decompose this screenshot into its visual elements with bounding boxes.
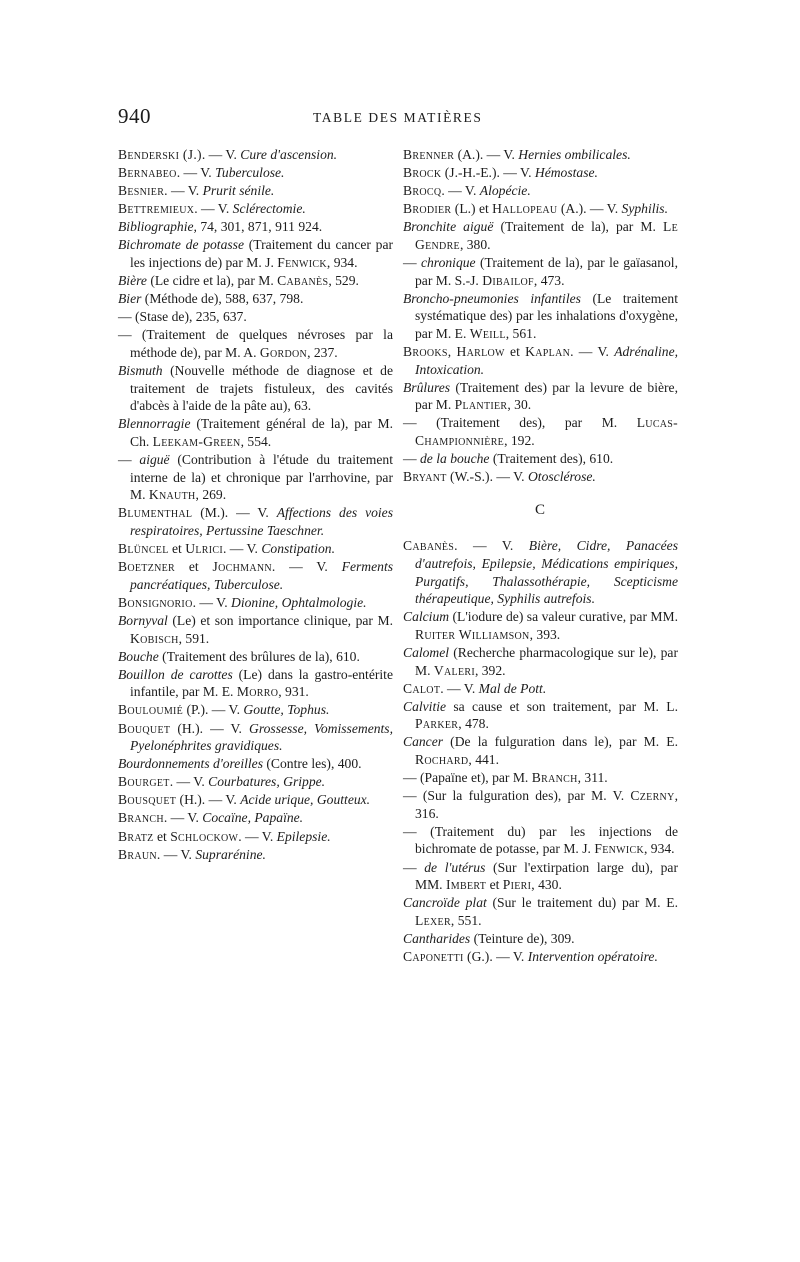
subject-term: Cure d'ascension. [240,147,338,162]
index-entry [118,326,393,361]
subject-term: Ferments pancréatiques, Tuberculose. [130,559,394,592]
entry-text: . — V. [192,594,231,610]
subject-term: Calcium [403,609,450,625]
index-entry [403,164,678,182]
subject-term: Bier [118,291,142,307]
author-name: Jochmann [212,559,272,575]
entry-text: , 192. [504,433,535,448]
subject-term: aiguë [139,452,170,468]
index-entry [403,537,678,607]
entry-text: . — V. [194,201,233,217]
subject-term: chronique [420,255,476,271]
entry-text: (Traitement de la), par M. [493,219,663,235]
entry-text: (Nouvelle méthode de diagnose et de traitement de trajets fistuleux, des cavités d'abcès à l'aide de la pâte au), 63. [130,363,393,414]
author-name: Weill [469,325,506,341]
index-entry [118,755,393,773]
author-name: Valeri [433,662,475,678]
index-entry [403,787,678,822]
entry-text: (A.). — V. [557,201,622,217]
index-entry [118,594,393,612]
index-entry [118,200,393,218]
entry-text: (Traitement des) par la levure de bière, par M. [415,379,678,413]
author-name: Ulrici [185,541,223,557]
subject-term: Cantharides [403,930,471,946]
author-name: Calot [403,680,441,696]
index-entry [403,769,678,787]
entry-text: (L.) et [451,201,493,217]
index-entry [118,828,393,846]
entry-text: — (Papaïne et), par M. [403,770,532,786]
index-entry [403,948,678,966]
author-name: Lexer [415,912,451,928]
subject-term: Cancroïde plat [403,895,487,911]
entry-text: . — V. [454,538,529,554]
entry-text: , 591. [178,630,210,646]
index-entry [403,733,678,768]
section-c-entries [403,537,678,965]
entry-text: (Recherche pharmacologique sur le), par M. [415,644,678,678]
subject-term: Bière, Cidre, Panacées d'autrefois, Epilepsie, Médications empiriques, Purgatifs, Thalassothérapie, Scepticisme thérapeutique, Syphilis autrefois. [415,538,679,607]
subject-term: Brûlures [403,379,451,395]
index-entry [403,254,678,289]
subject-term: Cancer [403,734,444,750]
author-name: Braun [118,846,157,862]
index-entry [403,930,678,948]
subject-term: Bourdonnements d'oreilles [118,756,263,772]
author-name: Cabanès [277,273,329,289]
entry-text: , 392. [474,662,506,678]
author-name: Brocq [403,183,442,199]
author-name: Parker [415,716,459,732]
author-name: Hallopeau [492,201,558,217]
entry-text: . — V. [163,810,203,826]
subject-term: Hernies ombilicales. [518,147,631,162]
author-name: Czerny [630,788,675,804]
author-name: Harlow [456,344,505,360]
author-name: Branch [531,770,578,786]
entry-text: , 237. [307,345,338,361]
author-name: Ruiter Williamson [415,626,530,642]
author-name: Bratz [118,828,154,844]
entry-text: . — V. [201,147,241,162]
index-entry [403,379,678,414]
author-name: Morro [236,684,279,700]
author-name: Caponetti [403,949,464,965]
index-entry [118,648,393,666]
index-entry [118,666,393,701]
index-entry [403,182,678,200]
subject-term: Calomel [403,644,450,660]
section-b-entries [403,146,678,486]
index-entry [118,701,393,719]
index-entry [403,200,678,218]
entry-text: , 551. [450,912,482,928]
entry-text: . — V. [238,828,277,844]
index-entry [118,164,393,182]
index-entry [118,362,393,415]
entry-text: — [403,859,425,875]
index-entry [118,290,393,308]
author-name: Plantier [454,397,508,413]
subject-term: Courbatures, Grippe. [208,774,326,790]
subject-term: Grossesse, Vomissements, Pyelonéphrites gravidiques. [130,720,393,754]
entry-text: (De la fulguration dans le), par M. E. [443,734,678,750]
entry-text: . — V. [441,183,480,199]
entry-text: , 934. [643,841,675,857]
author-name: Bousquet [118,792,177,808]
index-entry [403,859,678,894]
author-name: Leekam-Green [152,434,241,449]
subject-term: Bière [118,273,147,289]
author-name: Knauth [148,487,196,503]
entry-text: et [153,828,171,844]
index-entry [118,182,393,200]
author-name: Imbert [445,877,487,893]
index-entry [403,823,678,858]
entry-text: (P.). — V. [183,702,244,718]
entry-text: et [486,877,503,893]
entry-text: — [118,452,140,468]
entry-text: , 30. [507,397,532,413]
entry-text: . — V. [169,774,209,790]
subject-term: Bichromate de potasse [118,237,244,253]
author-name: Bernabeo [118,165,177,181]
entry-text: 74, 301, 871, 911 924. [196,219,323,235]
author-name: Benderski (J.) [118,147,202,162]
index-entry [118,146,393,164]
entry-text: (J.-H.-E.). — V. [441,165,535,181]
entry-text: — [403,255,421,271]
subject-term: Goutte, Tophus. [243,702,330,718]
section-letter-heading: C [534,501,546,518]
subject-term: Blennorragie [118,416,191,432]
author-name: Bourget [118,774,170,790]
subject-term: Intervention opératoire. [527,949,658,965]
entry-text: , 311. [577,770,608,786]
subject-term: Bismuth [118,363,163,379]
subject-term: Acide urique, Goutteux. [240,792,371,808]
author-name: Lucas-Championnière [415,415,678,448]
entry-text: — [403,451,420,467]
entry-text: (Méthode de), 588, 637, 798. [141,291,304,307]
subject-term: Calvitie [403,698,447,714]
author-name: Boetzner [118,559,176,575]
entry-text: , [447,344,457,360]
running-title: TABLE DES MATIÈRES [313,110,483,125]
index-entry [403,218,678,253]
index-entry [118,504,393,539]
entry-text: , 269. [195,487,227,503]
entry-text: (Contre les), 400. [263,756,362,772]
entry-text: (L'iodure de) sa valeur curative, par MM. [449,609,678,625]
entry-text: — (Traitement du) par les injections de bichromate de potasse, par M. J. [403,823,678,857]
index-entry [403,290,678,343]
index-entry [403,450,678,468]
subject-term: Affections des voies respiratoires, Pertussine Taeschner. [130,505,393,538]
entry-text: (Le traitement systématique des) par les inhalations d'oxygène, par M. E. [415,290,678,341]
index-entry [118,846,393,864]
entry-text: et [175,559,213,575]
author-name: Blumenthal [118,505,193,521]
entry-text: (Contribution à l'étude du traitement interne de la) et chronique par l'arrhovine, par M. [130,452,393,503]
author-name: Brenner [403,147,455,162]
entry-text: (Le) dans la gastro-entérite infantile, par M. E. [130,666,393,700]
author-name: Besnier [118,183,165,199]
index-entry [118,272,393,290]
subject-term: Prurit sénile. [202,183,275,199]
entry-text: , 934. [326,255,358,271]
author-name: Brodier [403,201,452,217]
index-entry [118,218,393,236]
entry-text: . — V. [570,344,615,360]
index-entry [118,308,393,326]
entry-text: , 931. [278,684,309,700]
entry-text: , 316. [415,788,678,821]
right-column [403,146,678,966]
entry-text: , 529. [328,273,359,289]
entry-text: . — V. [176,165,216,181]
subject-term: Dionine, Ophtalmologie. [231,594,367,610]
index-entry [403,146,678,164]
author-name: Gordon [259,345,308,361]
subject-term: Bibliographie, [118,219,197,235]
entry-text: , 380. [459,236,491,252]
author-name: Kobisch [130,630,179,646]
index-entry [118,612,393,647]
subject-term: Bornyval [118,612,168,628]
author-name: Brooks [403,344,448,360]
entry-text: (H.). — V. [170,720,249,736]
subject-term: Mal de Pott. [478,680,547,696]
entry-text: (Traitement général de la), par M. Ch. [130,416,393,449]
entry-text: (W.-S.). — V. [446,469,528,485]
subject-term: Epilepsie. [276,828,331,844]
subject-term: Syphilis. [621,201,668,217]
author-name: Bouquet [118,720,171,736]
index-entry [403,468,678,486]
entry-text: (Teinture de), 309. [470,930,575,946]
index-entry [118,415,393,450]
entry-text: (Le cidre et la), par M. [146,273,278,289]
entry-text: et [504,344,526,360]
entry-text: . — V. [164,183,203,199]
index-entry [118,809,393,827]
subject-term: Otosclérose. [527,469,596,485]
author-name: Rochard [415,752,469,767]
entry-text: , 561. [505,325,537,341]
entry-text: (Sur le traitement du) par M. E. [486,895,678,911]
index-entry [403,680,678,698]
subject-term: de l'utérus [424,859,486,875]
subject-term: Alopécie. [479,183,531,199]
index-entry [118,558,393,593]
entry-text: . — V. [156,846,196,862]
author-name: Bettremieux [118,201,195,217]
entry-text: (G.). — V. [463,949,528,965]
author-name: Cabanès [403,538,455,554]
entry-text: , 430. [531,877,562,893]
entry-text: , 473. [533,272,565,288]
index-entry [403,608,678,643]
entry-text: . — V. [222,541,262,557]
index-entry [118,451,393,504]
entry-text: , 554. [240,434,272,449]
subject-term: Adrénaline, Intoxication. [415,344,679,377]
left-column [118,146,393,864]
author-name: Branch [118,810,164,826]
entry-text: , 478. [458,716,489,732]
subject-term: de la bouche [420,451,490,467]
entry-text: — (Traitement des), par M. [403,415,637,431]
index-entry [118,540,393,558]
author-name: Bryant [403,469,447,485]
entry-text: — (Traitement de quelques névroses par la méthode de), par M. A. [118,327,393,361]
page-header [118,104,678,134]
subject-term: Constipation. [261,541,336,557]
entry-text: , 393. [529,626,561,642]
author-name: Pieri [502,877,532,893]
entry-text: sa cause et son traitement, par M. L. [446,698,678,714]
subject-term: Bouche [118,648,159,664]
author-name: Bouloumié [118,702,184,718]
author-name: Fenwick [277,255,327,271]
subject-term: Bronchite aiguë [403,219,494,235]
entry-text: (Le) et son importance clinique, par M. [167,612,393,628]
index-entry [118,236,393,271]
index-entry [403,894,678,929]
entry-text: (Sur l'extirpation large du), par MM. [415,859,678,893]
index-entry [403,698,678,733]
entry-text: — (Sur la fulguration des), par M. V. [403,788,631,804]
entry-text: — (Stase de), 235, 637. [118,309,247,325]
subject-term: Sclérectomie. [232,201,306,217]
index-entry [403,414,678,449]
author-name: Brock [403,165,442,181]
subject-term: Broncho-pneumonies infantiles [403,290,581,306]
author-name: Fenwick [594,841,644,857]
entry-text: (Traitement des brûlures de la), 610. [158,648,360,664]
entry-text: (M.). — V. [192,505,277,521]
index-entry [118,773,393,791]
author-name: Kaplan [525,344,571,360]
entry-text: (H.). — V. [176,792,241,808]
index-entry [403,644,678,679]
entry-text: et [168,541,186,557]
author-name: Blüncel [118,541,169,557]
entry-text: (A.). — V. [454,147,519,162]
entry-text: . — V. [271,559,342,575]
author-name: Le Gendre [415,219,678,252]
page-number: 940 [118,104,151,128]
entry-text: . — V. [440,680,479,696]
author-name: Schlockow [170,828,239,844]
index-entry [118,720,393,755]
subject-term: Cocaïne, Papaïne. [202,810,304,826]
author-name: Bonsignorio [118,594,193,610]
entry-text: (Traitement des), 610. [489,451,614,467]
entry-text: , 441. [468,752,499,767]
subject-term: Suprarénine. [195,846,266,862]
entry-text: (Traitement du cancer par les injections de) par M. J. [130,237,394,271]
subject-term: Bouillon de carottes [118,666,233,682]
subject-term: Hémostase. [534,165,598,181]
entry-text: (Traitement de la), par le gaïasanol, par M. S.-J. [415,255,678,288]
author-name: Dibailof [482,272,534,288]
subject-term: Tuberculose. [215,165,285,181]
index-entry [118,791,393,809]
index-entry [403,343,678,378]
